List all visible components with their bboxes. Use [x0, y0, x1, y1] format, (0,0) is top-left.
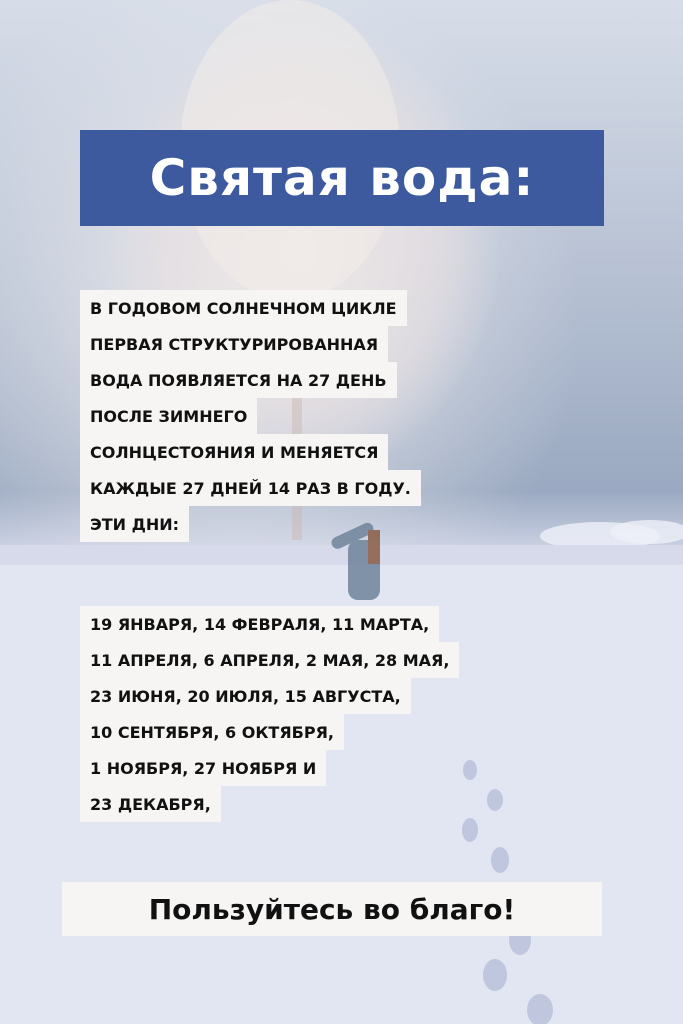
page-title: Святая вода:	[149, 149, 535, 207]
intro-text-block	[80, 290, 421, 542]
intro-line: СОЛНЦЕСТОЯНИЯ И МЕНЯЕТСЯ	[80, 434, 388, 470]
dates-line: 19 ЯНВАРЯ, 14 ФЕВРАЛЯ, 11 МАРТА,	[80, 606, 439, 642]
intro-line: В ГОДОВОМ СОЛНЕЧНОМ ЦИКЛЕ	[80, 290, 407, 326]
dates-line: 23 ДЕКАБРЯ,	[80, 786, 221, 822]
dates-text-block	[80, 606, 459, 822]
closing-banner	[62, 882, 602, 936]
intro-line: ВОДА ПОЯВЛЯЕТСЯ НА 27 ДЕНЬ	[80, 362, 397, 398]
title-banner	[80, 130, 604, 226]
closing-text: Пользуйтесь во благо!	[148, 892, 516, 926]
dates-line: 11 АПРЕЛЯ, 6 АПРЕЛЯ, 2 МАЯ, 28 МАЯ,	[80, 642, 459, 678]
dates-line: 1 НОЯБРЯ, 27 НОЯБРЯ И	[80, 750, 326, 786]
intro-line: ЭТИ ДНИ:	[80, 506, 189, 542]
intro-line: ПОСЛЕ ЗИМНЕГО	[80, 398, 257, 434]
intro-line: КАЖДЫЕ 27 ДНЕЙ 14 РАЗ В ГОДУ.	[80, 470, 421, 506]
dates-line: 10 СЕНТЯБРЯ, 6 ОКТЯБРЯ,	[80, 714, 344, 750]
intro-line: ПЕРВАЯ СТРУКТУРИРОВАННАЯ	[80, 326, 388, 362]
dates-line: 23 ИЮНЯ, 20 ИЮЛЯ, 15 АВГУСТА,	[80, 678, 411, 714]
